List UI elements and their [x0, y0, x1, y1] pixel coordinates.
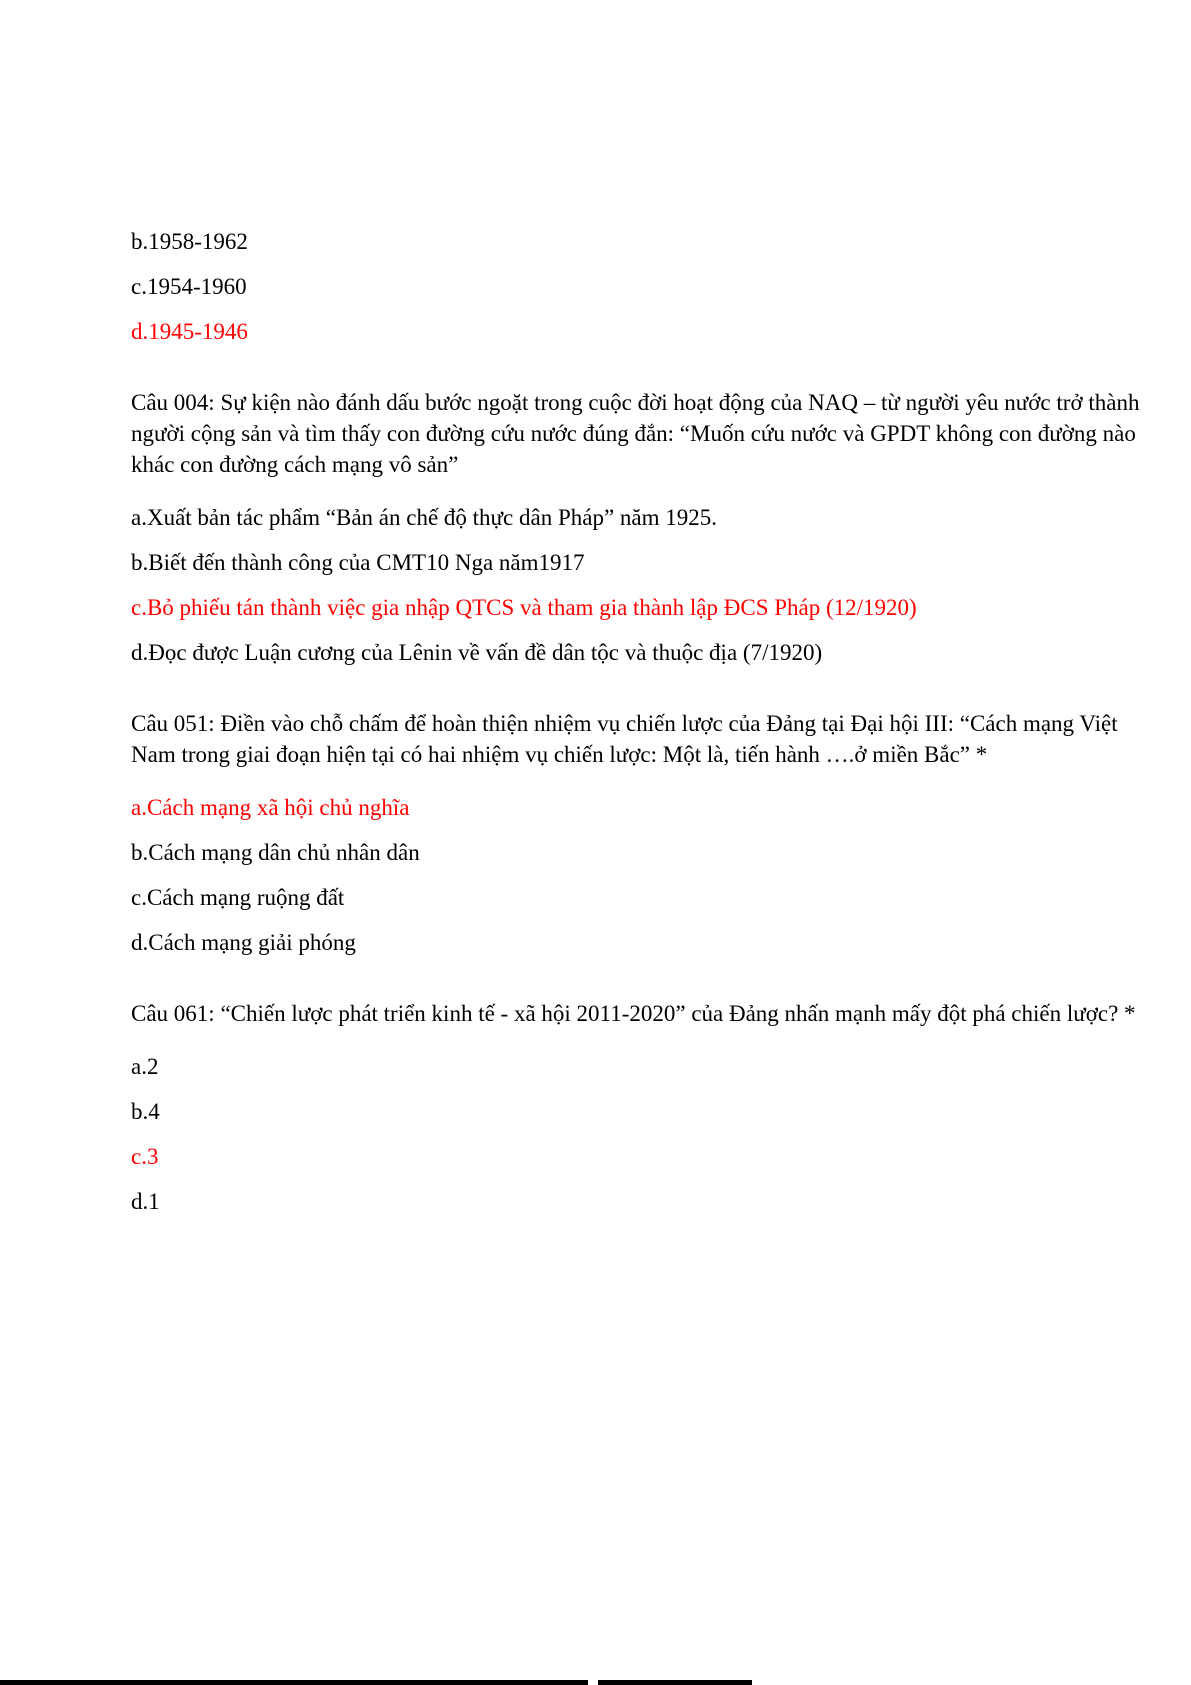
questions-group: [131, 387, 1151, 1217]
page-bottom-artifact-right: [598, 1680, 752, 1685]
question-block-cau-061: [131, 998, 1151, 1217]
page-bottom-artifact-left: [0, 1680, 588, 1685]
question-text: Câu 004: Sự kiện nào đánh dấu bước ngoặt trong cuộc đời hoạt động của NAQ – từ người yêu nước trở thành người cộng sản và tìm thấy con đường cứu nước đúng đắn: “Muốn cứu nước và GPDT không con đường nào khác con đường cách mạng vô sản”: [131, 390, 1140, 477]
answer-option: d.Cách mạng giải phóng: [131, 930, 356, 955]
question-block-cau-004: [131, 387, 1151, 668]
answer-option-correct: a.Cách mạng xã hội chủ nghĩa: [131, 795, 410, 820]
answer-option: b.4: [131, 1099, 160, 1124]
question-text: Câu 061: “Chiến lược phát triển kinh tế - xã hội 2011-2020” của Đảng nhấn mạnh mấy đột phá chiến lược? *: [131, 1001, 1136, 1026]
answer-option: a.2: [131, 1054, 159, 1079]
answer-option-correct: d.1945-1946: [131, 319, 248, 344]
answer-option: a.Xuất bản tác phẩm “Bản án chế độ thực dân Pháp” năm 1925.: [131, 505, 717, 530]
question-block-cau-051: [131, 708, 1151, 958]
answer-option: b.Biết đến thành công của CMT10 Nga năm1917: [131, 550, 585, 575]
answer-option: c.Cách mạng ruộng đất: [131, 885, 345, 910]
answer-option: d.Đọc được Luận cương của Lênin về vấn đề dân tộc và thuộc địa (7/1920): [131, 640, 823, 665]
answer-option: b.1958-1962: [131, 229, 248, 254]
question-text: Câu 051: Điền vào chỗ chấm để hoàn thiện nhiệm vụ chiến lược của Đảng tại Đại hội III: “Cách mạng Việt Nam trong giai đoạn hiện tại có hai nhiệm vụ chiến lược: Một là, tiến hành ….ở miền Bắc” *: [131, 711, 1118, 767]
answer-option-correct: c.3: [131, 1144, 159, 1169]
answer-option: b.Cách mạng dân chủ nhân dân: [131, 840, 420, 865]
answer-option: c.1954-1960: [131, 274, 247, 299]
answer-option: d.1: [131, 1189, 160, 1214]
leading-options-group: [131, 226, 1151, 347]
answer-option-correct: c.Bỏ phiếu tán thành việc gia nhập QTCS và tham gia thành lập ĐCS Pháp (12/1920): [131, 595, 917, 620]
